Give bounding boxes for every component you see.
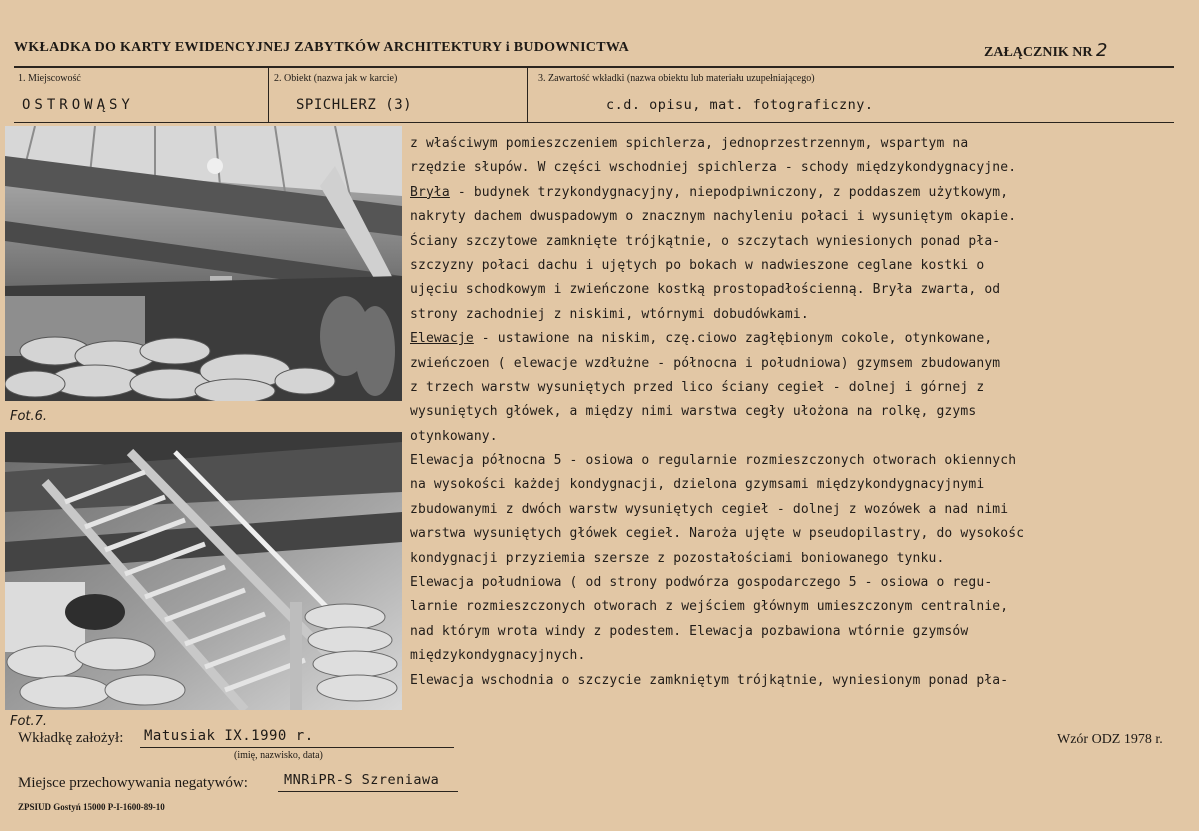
founded-rule — [140, 747, 454, 748]
description-line: wysuniętych główek, a między nimi warstwa cegły ułożona na rolkę, gzyms — [410, 404, 977, 420]
description-line: nad którym wrota windy z podestem. Elewacja pozbawiona wtórnie gzymsów — [410, 623, 969, 639]
photo-caption: Fot.7. — [10, 714, 48, 729]
description-line: ujęciu schodkowym i zwieńczone kostką prostopadłościenną. Bryła zwarta, od — [410, 282, 1001, 298]
locality-label: 1. Miejscowość — [18, 73, 81, 84]
description-line: kondygnacji przyziemia szersze z pozostałościami boniowanego tynku. — [410, 550, 945, 566]
negatives-rule — [278, 791, 458, 792]
description-line: zwieńczoen ( elewacje wzdłużne - północna i południowa) gzymsem zbudowanym — [410, 355, 1001, 371]
description-line: Elewacje - ustawione na niskim, czę.ciowo zagłębionym cokole, otynkowane, — [410, 331, 993, 347]
card-title: WKŁADKA DO KARTY EWIDENCYJNEJ ZABYTKÓW ARCHITEKTURY i BUDOWNICTWA — [14, 40, 630, 55]
description-line: Elewacja wschodnia o szczycie zamkniętym trójkątnie, wyniesionym ponad pła- — [410, 672, 1009, 688]
description-line: strony zachodniej z niskimi, wtórnymi dobudówkami. — [410, 306, 809, 322]
attachment-number: 2 — [1096, 40, 1108, 61]
object-label: 2. Obiekt (nazwa jak w karcie) — [274, 73, 398, 84]
founded-value: Matusiak IX.1990 r. — [144, 728, 314, 744]
founded-hint: (imię, nazwisko, data) — [234, 750, 323, 761]
content-label: 3. Zawartość wkładki (nazwa obiektu lub materiału uzupełniającego) — [538, 73, 815, 84]
content-value: c.d. opisu, mat. fotograficzny. — [606, 97, 874, 113]
object-value: SPICHLERZ (3) — [296, 97, 413, 113]
staircase-photo — [5, 432, 402, 710]
template-version: Wzór ODZ 1978 r. — [1057, 732, 1163, 747]
header-rule — [14, 66, 1174, 68]
description-line: z trzech warstw wysuniętych przed lico ściany cegieł - dolnej i górnej z — [410, 379, 985, 395]
description-line: Elewacja północna 5 - osiowa o regularnie rozmieszczonych otworach okiennych — [410, 453, 1017, 469]
section-heading: Bryła — [410, 184, 450, 200]
description-line: Ściany szczytowe zamknięte trójkątnie, o szczytach wyniesionych ponad pła- — [410, 233, 1001, 249]
description-line: Bryła - budynek trzykondygnacyjny, niepodpiwniczony, z poddaszem użytkowym, — [410, 184, 1009, 200]
description-line: zbudowanymi z dwóch warstw wysuniętych cegieł - dolnej z wozówek a nad nimi — [410, 501, 1009, 517]
founded-label: Wkładkę założył: — [18, 730, 124, 746]
description-line: otynkowany. — [410, 428, 498, 444]
field-divider — [268, 68, 269, 122]
description-line: międzykondygnacyjnych. — [410, 648, 586, 664]
negatives-value: MNRiPR-S Szreniawa — [284, 772, 440, 788]
attachment-number-label — [984, 40, 1107, 61]
printer-info: ZPSIUD Gostyń 15000 P-I-1600-89-10 — [18, 802, 165, 812]
description-line: rzędzie słupów. W części wschodniej spichlerza - schody międzykondygnacyjne. — [410, 160, 1017, 176]
description-line: Elewacja południowa ( od strony podwórza gospodarczego 5 - osiowa o regu- — [410, 575, 993, 591]
negatives-label: Miejsce przechowywania negatywów: — [18, 775, 248, 791]
photo-caption: Fot.6. — [10, 409, 48, 424]
field-divider — [527, 68, 528, 122]
description-line: z właściwym pomieszczeniem spichlerza, jednoprzestrzennym, wspartym na — [410, 136, 969, 151]
description-line: nakryty dachem dwuspadowym o znacznym nachyleniu połaci i wysuniętym okapie. — [410, 209, 1017, 225]
description-line: na wysokości każdej kondygnacji, dzielona gzymsami międzykondygnacyjnymi — [410, 477, 985, 493]
attic-interior-photo — [5, 126, 402, 401]
description-line: warstwa wysuniętych główek cegieł. Naroża ujęte w pseudopilastry, do wysokośc — [410, 526, 1025, 542]
attachment-label: ZAŁĄCZNIK NR — [984, 45, 1093, 60]
description-line: szczyzny połaci dachu i ujętych po bokach w nadwieszone ceglane kostki o — [410, 257, 985, 273]
locality-value: OSTROWĄSY — [22, 97, 134, 113]
description-line: larnie rozmieszczonych otworach z wejściem głównym umieszczonym centralnie, — [410, 599, 1009, 615]
description-text — [410, 132, 1186, 693]
section-heading: Elewacje — [410, 331, 474, 347]
field-rule — [14, 122, 1174, 123]
